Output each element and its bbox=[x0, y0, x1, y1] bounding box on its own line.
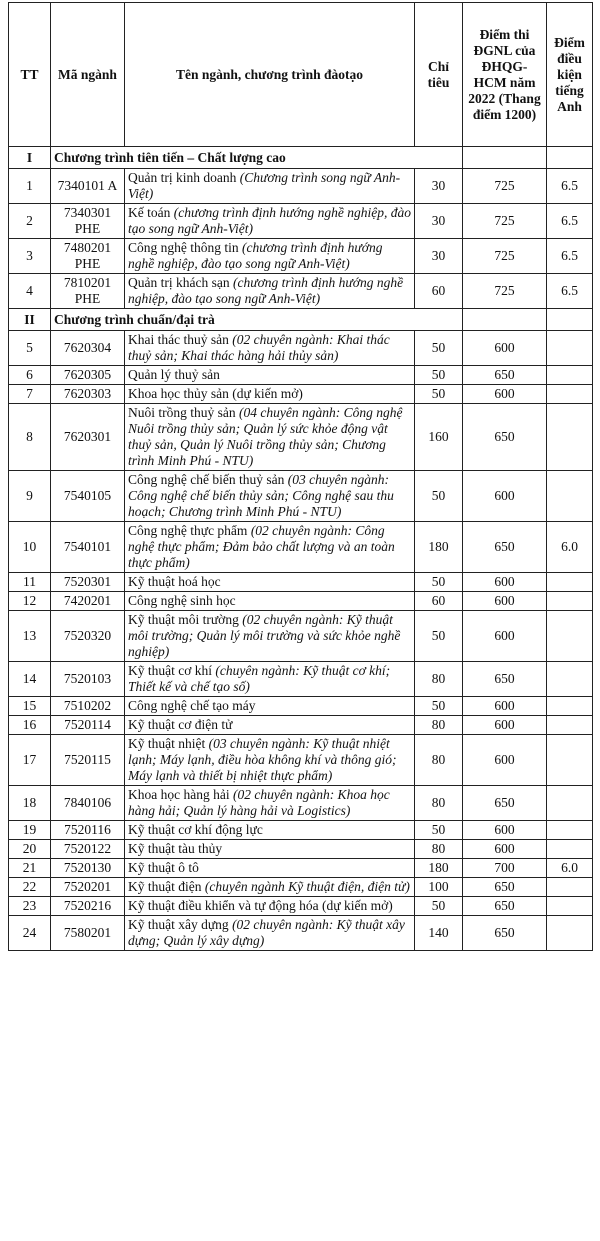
row-number: 24 bbox=[9, 916, 51, 951]
table-row bbox=[9, 697, 593, 716]
major-code: 7620305 bbox=[51, 366, 125, 385]
major-code: 7620303 bbox=[51, 385, 125, 404]
english-score-value bbox=[547, 385, 593, 404]
major-code: 7520116 bbox=[51, 821, 125, 840]
header-english: Điểm điều kiện tiếng Anh bbox=[547, 3, 593, 147]
english-score-value bbox=[547, 716, 593, 735]
score-value: 650 bbox=[463, 404, 547, 471]
score-value: 700 bbox=[463, 859, 547, 878]
section-title: Chương trình tiên tiến – Chất lượng cao bbox=[51, 147, 463, 169]
table-row bbox=[9, 239, 593, 274]
row-number: 2 bbox=[9, 204, 51, 239]
program-name-text: Công nghệ chế biến thuỷ sản bbox=[128, 472, 288, 487]
english-score-value bbox=[547, 662, 593, 697]
program-name-text: Kỹ thuật ô tô bbox=[128, 860, 199, 875]
english-score-value bbox=[547, 878, 593, 897]
table-row bbox=[9, 331, 593, 366]
row-number: 21 bbox=[9, 859, 51, 878]
program-name-text: Kỹ thuật môi trường bbox=[128, 612, 243, 627]
score-value: 600 bbox=[463, 385, 547, 404]
table-row bbox=[9, 404, 593, 471]
row-number: 20 bbox=[9, 840, 51, 859]
quota-value: 140 bbox=[415, 916, 463, 951]
header-quota: Chỉ tiêu bbox=[415, 3, 463, 147]
header-tt: TT bbox=[9, 3, 51, 147]
quota-value: 50 bbox=[415, 611, 463, 662]
program-name-text: Kỹ thuật điều khiển và tự động hóa (dự kiến mở) bbox=[128, 898, 393, 913]
program-name-text: Công nghệ thông tin bbox=[128, 240, 242, 255]
score-value: 600 bbox=[463, 697, 547, 716]
program-detail-text: (04 chuyên ngành: Công nghệ Nuôi trồng thủy sản; Quản lý sức khỏe động vật thuỷ sản, Quản lý Nuôi trồng thủy sản; Chương trình Minh Phú - NTU) bbox=[128, 405, 403, 468]
english-score-value bbox=[547, 840, 593, 859]
major-code: 7520114 bbox=[51, 716, 125, 735]
program-name-text: Kỹ thuật điện bbox=[128, 879, 205, 894]
program-name bbox=[125, 821, 415, 840]
score-value: 600 bbox=[463, 735, 547, 786]
program-name-text: Kỹ thuật tàu thủy bbox=[128, 841, 223, 856]
program-name-text: Kỹ thuật hoá học bbox=[128, 574, 221, 589]
quota-value: 80 bbox=[415, 840, 463, 859]
row-number: 10 bbox=[9, 522, 51, 573]
english-score-value bbox=[547, 611, 593, 662]
row-number: 11 bbox=[9, 573, 51, 592]
header-row bbox=[9, 3, 593, 147]
score-value: 725 bbox=[463, 169, 547, 204]
program-name bbox=[125, 169, 415, 204]
score-value: 600 bbox=[463, 716, 547, 735]
table-row bbox=[9, 786, 593, 821]
quota-value: 30 bbox=[415, 204, 463, 239]
program-name bbox=[125, 786, 415, 821]
program-name-text: Khoa học thủy sản (dự kiến mở) bbox=[128, 386, 303, 401]
table-row bbox=[9, 169, 593, 204]
program-name bbox=[125, 735, 415, 786]
section-row bbox=[9, 147, 593, 169]
program-name-text: Kỹ thuật cơ điện tử bbox=[128, 717, 233, 732]
row-number: 17 bbox=[9, 735, 51, 786]
major-code: 7340301 PHE bbox=[51, 204, 125, 239]
row-number: 22 bbox=[9, 878, 51, 897]
table-row bbox=[9, 592, 593, 611]
program-name-text: Kỹ thuật cơ khí động lực bbox=[128, 822, 263, 837]
quota-value: 50 bbox=[415, 385, 463, 404]
english-score-value bbox=[547, 573, 593, 592]
table-row bbox=[9, 573, 593, 592]
header-name: Tên ngành, chương trình đàotạo bbox=[125, 3, 415, 147]
program-name bbox=[125, 859, 415, 878]
major-code: 7540105 bbox=[51, 471, 125, 522]
program-detail-text: (02 chuyên ngành: Khai thác thuỷ sản; Khai thác hàng hải thủy sản) bbox=[128, 332, 390, 363]
major-code: 7520103 bbox=[51, 662, 125, 697]
quota-value: 30 bbox=[415, 169, 463, 204]
english-score-value bbox=[547, 821, 593, 840]
table-row bbox=[9, 274, 593, 309]
header-code: Mã ngành bbox=[51, 3, 125, 147]
quota-value: 180 bbox=[415, 859, 463, 878]
row-number: 14 bbox=[9, 662, 51, 697]
table-row bbox=[9, 611, 593, 662]
english-score-value: 6.5 bbox=[547, 169, 593, 204]
quota-value: 50 bbox=[415, 573, 463, 592]
major-code: 7540101 bbox=[51, 522, 125, 573]
row-number: 13 bbox=[9, 611, 51, 662]
table-row bbox=[9, 204, 593, 239]
program-name bbox=[125, 573, 415, 592]
program-name bbox=[125, 662, 415, 697]
score-value: 650 bbox=[463, 897, 547, 916]
major-code: 7520130 bbox=[51, 859, 125, 878]
major-code: 7620304 bbox=[51, 331, 125, 366]
row-number: 8 bbox=[9, 404, 51, 471]
program-detail-text: (chương trình định hướng nghề nghiệp, đào tạo song ngữ Anh-Việt) bbox=[128, 240, 383, 271]
english-score-value: 6.5 bbox=[547, 239, 593, 274]
row-number: 18 bbox=[9, 786, 51, 821]
program-name bbox=[125, 916, 415, 951]
row-number: 5 bbox=[9, 331, 51, 366]
admissions-table bbox=[8, 2, 593, 951]
program-name-text: Khai thác thuỷ sản bbox=[128, 332, 233, 347]
major-code: 7520122 bbox=[51, 840, 125, 859]
table-body bbox=[9, 147, 593, 951]
program-name bbox=[125, 897, 415, 916]
program-name bbox=[125, 404, 415, 471]
major-code: 7520216 bbox=[51, 897, 125, 916]
quota-value: 80 bbox=[415, 716, 463, 735]
program-name-text: Kế toán bbox=[128, 205, 174, 220]
program-name-text: Quản trị khách sạn bbox=[128, 275, 233, 290]
program-name bbox=[125, 204, 415, 239]
score-value: 600 bbox=[463, 840, 547, 859]
major-code: 7620301 bbox=[51, 404, 125, 471]
quota-value: 80 bbox=[415, 786, 463, 821]
english-score-value: 6.0 bbox=[547, 859, 593, 878]
program-name bbox=[125, 366, 415, 385]
quota-value: 160 bbox=[415, 404, 463, 471]
row-number: 23 bbox=[9, 897, 51, 916]
row-number: 15 bbox=[9, 697, 51, 716]
empty-cell bbox=[547, 147, 593, 169]
table-row bbox=[9, 471, 593, 522]
program-detail-text: (03 chuyên ngành: Công nghệ chế biến thủy sản; Công nghệ sau thu hoạch; Chương trình Minh Phú - NTU) bbox=[128, 472, 394, 519]
program-name bbox=[125, 878, 415, 897]
program-detail-text: (chương trình định hướng nghề nghiệp, đào tạo song ngữ Anh-Việt) bbox=[128, 275, 404, 306]
major-code: 7340101 A bbox=[51, 169, 125, 204]
program-name bbox=[125, 239, 415, 274]
table-row bbox=[9, 916, 593, 951]
program-name bbox=[125, 522, 415, 573]
quota-value: 50 bbox=[415, 897, 463, 916]
english-score-value bbox=[547, 366, 593, 385]
quota-value: 50 bbox=[415, 331, 463, 366]
major-code: 7840106 bbox=[51, 786, 125, 821]
quota-value: 60 bbox=[415, 274, 463, 309]
empty-cell bbox=[547, 309, 593, 331]
program-detail-text: (Chương trình song ngữ Anh-Việt) bbox=[128, 170, 401, 201]
quota-value: 50 bbox=[415, 366, 463, 385]
program-name bbox=[125, 331, 415, 366]
table-row bbox=[9, 385, 593, 404]
section-number: II bbox=[9, 309, 51, 331]
row-number: 19 bbox=[9, 821, 51, 840]
english-score-value bbox=[547, 786, 593, 821]
program-detail-text: (02 chuyên ngành: Công nghệ thực phẩm; Đảm bảo chất lượng và an toàn thực phẩm) bbox=[128, 523, 395, 570]
english-score-value bbox=[547, 471, 593, 522]
row-number: 7 bbox=[9, 385, 51, 404]
quota-value: 50 bbox=[415, 697, 463, 716]
program-name-text: Kỹ thuật nhiệt bbox=[128, 736, 209, 751]
row-number: 16 bbox=[9, 716, 51, 735]
score-value: 600 bbox=[463, 573, 547, 592]
table-row bbox=[9, 662, 593, 697]
english-score-value bbox=[547, 404, 593, 471]
table-row bbox=[9, 366, 593, 385]
section-number: I bbox=[9, 147, 51, 169]
section-title: Chương trình chuẩn/đại trà bbox=[51, 309, 463, 331]
score-value: 600 bbox=[463, 331, 547, 366]
program-name-text: Quản trị kinh doanh bbox=[128, 170, 240, 185]
score-value: 725 bbox=[463, 274, 547, 309]
english-score-value: 6.5 bbox=[547, 204, 593, 239]
quota-value: 80 bbox=[415, 662, 463, 697]
program-detail-text: (03 chuyên ngành: Kỹ thuật nhiệt lạnh; Máy lạnh, điều hòa không khí và thông gió; Máy lạnh và thiết bị nhiệt thực phẩm) bbox=[128, 736, 397, 783]
program-name bbox=[125, 471, 415, 522]
program-name bbox=[125, 697, 415, 716]
program-detail-text: (chuyên ngành: Kỹ thuật cơ khí; Thiết kế và chế tạo số) bbox=[128, 663, 391, 694]
row-number: 9 bbox=[9, 471, 51, 522]
program-name bbox=[125, 840, 415, 859]
major-code: 7520201 bbox=[51, 878, 125, 897]
program-name bbox=[125, 592, 415, 611]
table-row bbox=[9, 716, 593, 735]
program-name bbox=[125, 611, 415, 662]
quota-value: 180 bbox=[415, 522, 463, 573]
score-value: 650 bbox=[463, 786, 547, 821]
score-value: 725 bbox=[463, 204, 547, 239]
english-score-value: 6.5 bbox=[547, 274, 593, 309]
score-value: 725 bbox=[463, 239, 547, 274]
score-value: 650 bbox=[463, 366, 547, 385]
quota-value: 50 bbox=[415, 471, 463, 522]
empty-cell bbox=[463, 147, 547, 169]
program-name-text: Công nghệ sinh học bbox=[128, 593, 236, 608]
program-name-text: Công nghệ chế tạo máy bbox=[128, 698, 256, 713]
row-number: 4 bbox=[9, 274, 51, 309]
program-name-text: Quản lý thuỷ sản bbox=[128, 367, 220, 382]
score-value: 650 bbox=[463, 878, 547, 897]
empty-cell bbox=[463, 309, 547, 331]
score-value: 650 bbox=[463, 522, 547, 573]
major-code: 7520301 bbox=[51, 573, 125, 592]
quota-value: 50 bbox=[415, 821, 463, 840]
english-score-value bbox=[547, 697, 593, 716]
english-score-value bbox=[547, 735, 593, 786]
score-value: 600 bbox=[463, 611, 547, 662]
table-row bbox=[9, 735, 593, 786]
major-code: 7510202 bbox=[51, 697, 125, 716]
major-code: 7580201 bbox=[51, 916, 125, 951]
table-row bbox=[9, 821, 593, 840]
score-value: 650 bbox=[463, 916, 547, 951]
table-row bbox=[9, 859, 593, 878]
program-name-text: Kỹ thuật xây dựng bbox=[128, 917, 233, 932]
table-row bbox=[9, 897, 593, 916]
program-name-text: Khoa học hàng hải bbox=[128, 787, 233, 802]
major-code: 7480201 PHE bbox=[51, 239, 125, 274]
english-score-value bbox=[547, 916, 593, 951]
program-name-text: Kỹ thuật cơ khí bbox=[128, 663, 216, 678]
quota-value: 30 bbox=[415, 239, 463, 274]
english-score-value: 6.0 bbox=[547, 522, 593, 573]
table-row bbox=[9, 878, 593, 897]
score-value: 650 bbox=[463, 662, 547, 697]
major-code: 7520320 bbox=[51, 611, 125, 662]
table-row bbox=[9, 522, 593, 573]
major-code: 7810201 PHE bbox=[51, 274, 125, 309]
program-detail-text: (02 chuyên ngành: Khoa học hàng hải; Quản lý hàng hải và Logistics) bbox=[128, 787, 390, 818]
header-score: Điểm thi ĐGNL của ĐHQG-HCM năm 2022 (Thang điểm 1200) bbox=[463, 3, 547, 147]
program-detail-text: (chuyên ngành Kỹ thuật điện, điện tử) bbox=[204, 879, 410, 894]
program-name-text: Nuôi trồng thuỷ sản bbox=[128, 405, 239, 420]
score-value: 600 bbox=[463, 592, 547, 611]
major-code: 7520115 bbox=[51, 735, 125, 786]
program-name-text: Công nghệ thực phẩm bbox=[128, 523, 251, 538]
score-value: 600 bbox=[463, 821, 547, 840]
quota-value: 80 bbox=[415, 735, 463, 786]
program-name bbox=[125, 385, 415, 404]
score-value: 600 bbox=[463, 471, 547, 522]
row-number: 12 bbox=[9, 592, 51, 611]
english-score-value bbox=[547, 897, 593, 916]
quota-value: 100 bbox=[415, 878, 463, 897]
english-score-value bbox=[547, 592, 593, 611]
program-detail-text: (02 chuyên ngành: Kỹ thuật xây dựng; Quản lý xây dựng) bbox=[128, 917, 405, 948]
english-score-value bbox=[547, 331, 593, 366]
program-detail-text: (02 chuyên ngành: Kỹ thuật môi trường; Quản lý môi trường và sức khỏe nghề nghiệp) bbox=[128, 612, 401, 659]
program-name bbox=[125, 716, 415, 735]
program-detail-text: (chương trình định hướng nghề nghiệp, đào tạo song ngữ Anh-Việt) bbox=[128, 205, 411, 236]
row-number: 6 bbox=[9, 366, 51, 385]
major-code: 7420201 bbox=[51, 592, 125, 611]
row-number: 3 bbox=[9, 239, 51, 274]
section-row bbox=[9, 309, 593, 331]
program-name bbox=[125, 274, 415, 309]
row-number: 1 bbox=[9, 169, 51, 204]
quota-value: 60 bbox=[415, 592, 463, 611]
table-row bbox=[9, 840, 593, 859]
